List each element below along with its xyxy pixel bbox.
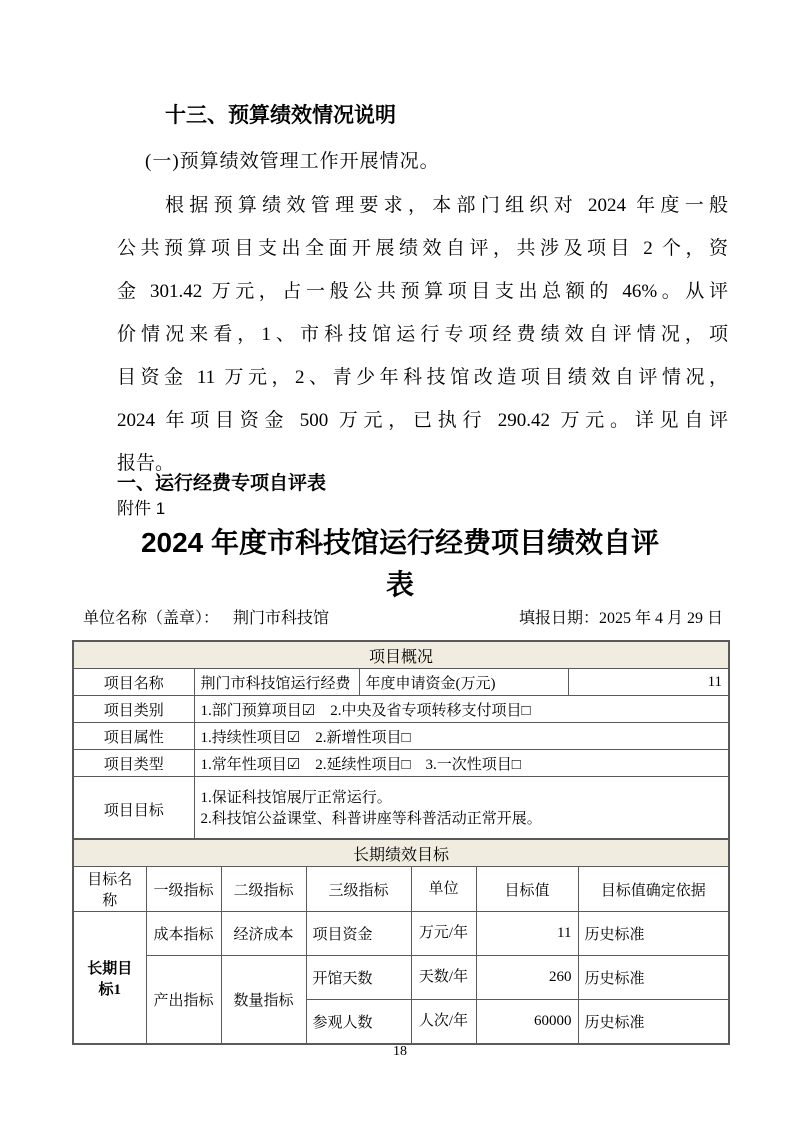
project-name-value: 荆门市科技馆运行经费 [194,669,359,696]
column-header-level2: 二级指标 [221,867,306,912]
project-objective-value [194,777,729,843]
level2-indicator-cell: 数量指标 [221,956,306,1045]
target-value-cell: 11 [476,912,578,956]
column-header-level1: 一级指标 [146,867,221,912]
unit-name [83,606,329,632]
list-heading: 一、运行经费专项自评表 [117,473,327,494]
form-title-line2: 表 [385,569,414,600]
level2-indicator-cell: 经济成本 [221,912,306,956]
form-title-line1: 2024 年度市科技馆运行经费项目绩效自评 [140,527,660,558]
level1-indicator-cell: 成本指标 [146,912,221,956]
goal-name-cell: 长期目标1 [73,912,146,1045]
unit-cell: 人次/年 [411,1000,476,1045]
body-paragraph [117,184,728,485]
column-header-level3: 三级指标 [306,867,411,912]
annual-fund-value: 11 [568,669,729,696]
column-header-unit: 单位 [411,867,476,912]
annual-fund-label: 年度申请资金(万元) [359,669,568,696]
project-type-label: 项目类型 [73,750,194,777]
unit-cell: 天数/年 [411,956,476,1000]
form-meta-row [83,606,723,632]
project-attribute-value: 1.持续性项目☑ 2.新增性项目□ [194,723,729,750]
form-title [72,522,728,606]
level3-indicator-cell: 开馆天数 [306,956,411,1000]
goal-row [73,956,729,1000]
project-type-value: 1.常年性项目☑ 2.延续性项目□ 3.一次性项目□ [194,750,729,777]
objective-line: 2.科技馆公益课堂、科普讲座等科普活动正常开展。 [200,811,542,827]
target-basis-cell: 历史标准 [578,1000,729,1045]
paragraph-line: 2024 年项目资金 500 万元，已执行 290.42 万元。详见自评 [117,410,728,431]
unit-name-value: 荆门市科技馆 [233,610,330,627]
column-header-target-basis: 目标值确定依据 [578,867,729,912]
long-term-goals-table [72,838,730,1045]
project-objective-label: 项目目标 [73,777,194,843]
project-attribute-label: 项目属性 [73,723,194,750]
target-basis-cell: 历史标准 [578,956,729,1000]
section-header-long-term-goals: 长期绩效目标 [73,839,729,867]
paragraph-line: 价情况来看，1、市科技馆运行专项经费绩效自评情况，项 [117,324,728,345]
project-category-label: 项目类别 [73,696,194,723]
project-name-label: 项目名称 [73,669,194,696]
subsection-heading: (一)预算绩效管理工作开展情况。 [145,151,440,172]
level1-indicator-cell: 产出指标 [146,956,221,1045]
section-header-project-overview: 项目概况 [73,641,729,669]
section-heading: 十三、预算绩效情况说明 [165,104,396,127]
paragraph-line: 根据预算绩效管理要求，本部门组织对 2024 年度一般 [165,195,728,216]
project-category-value: 1.部门预算项目☑ 2.中央及省专项转移支付项目□ [194,696,729,723]
page-number: 18 [393,1044,407,1059]
attachment-label: 附件 1 [117,499,166,518]
target-basis-cell: 历史标准 [578,912,729,956]
paragraph-line: 金 301.42 万元，占一般公共预算项目支出总额的 46%。从评 [117,281,728,302]
level3-indicator-cell: 参观人数 [306,1000,411,1045]
target-value-cell: 60000 [476,1000,578,1045]
paragraph-line: 公共预算项目支出全面开展绩效自评，共涉及项目 2 个，资 [117,238,728,259]
objective-line: 1.保证科技馆展厅正常运行。 [200,790,392,806]
column-header-goal-name: 目标名称 [73,867,146,912]
paragraph-line: 报告。 [117,453,175,474]
column-header-target-value: 目标值 [476,867,578,912]
report-date: 填报日期：2025 年 4 月 29 日 [518,610,723,627]
unit-name-label: 单位名称（盖章）： [83,610,220,627]
unit-cell: 万元/年 [411,912,476,956]
goal-row [73,912,729,956]
target-value-cell: 260 [476,956,578,1000]
project-overview-table [72,640,730,843]
level3-indicator-cell: 项目资金 [306,912,411,956]
paragraph-line: 目资金 11 万元，2、青少年科技馆改造项目绩效自评情况， [117,367,728,388]
